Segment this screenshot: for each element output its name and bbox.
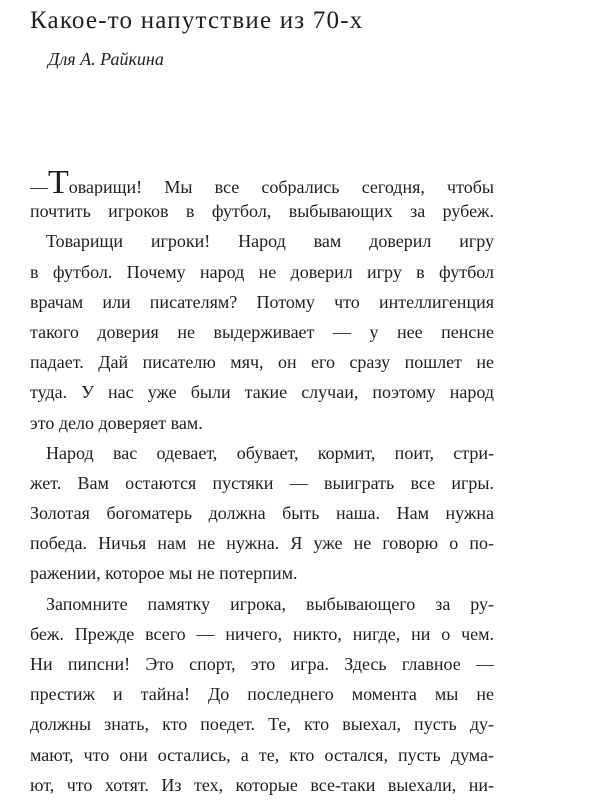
text-line: жет. Вам остаются пустяки — выиграть все игры. (30, 472, 494, 493)
text-line: должны знать, кто поедет. Те, кто выехал, пусть ду- (30, 714, 494, 735)
text-line: Товарищи игроки! Народ вам доверил игру (46, 231, 494, 252)
text-line: Ни пипсни! Это спорт, это игра. Здесь главное — (30, 654, 494, 674)
text-line: такого доверия не выдерживает — у нее пенсне (30, 321, 494, 342)
first-line-rest: оварищи! Мы все собрались сегодня, чтобы (68, 177, 494, 197)
text-line: Золотая богоматерь должна быть наша. Нам нужна (30, 503, 494, 524)
text-line-1 (30, 166, 494, 196)
text-line: это дело доверяет вам. (30, 412, 203, 433)
text-line: победа. Ничья нам не нужна. Я уже не говорю о по- (30, 533, 494, 554)
text-line: мают, что они остались, а те, кто остался, пусть дума- (30, 744, 494, 765)
text-line: Народ вас одевает, обувает, кормит, поит, стри- (46, 442, 494, 463)
text-line: беж. Прежде всего — ничего, никто, нигде, ни о чем. (30, 623, 494, 644)
chapter-title: Какое-то напутствие из 70-х (30, 7, 364, 34)
text-line: в футбол. Почему народ не доверил игру в футбол (30, 261, 494, 282)
text-line: туда. У нас уже были такие случаи, поэтому народ (30, 382, 494, 403)
text-line: врачам или писателям? Потому что интеллигенция (30, 291, 494, 312)
opening-dash: — (30, 177, 48, 197)
dedication: Для А. Райкина (48, 49, 164, 69)
text-line: ют, что хотят. Из тех, которые все-таки выехали, ни- (30, 774, 494, 795)
text-line: ражении, которое мы не потерпим. (30, 563, 298, 584)
body-text (30, 166, 494, 800)
drop-initial: Т (48, 166, 69, 197)
text-line: падает. Дай писателю мяч, он его сразу пошлет не (30, 352, 494, 373)
text-line: Запомните памятку игрока, выбывающего за ру- (46, 593, 494, 614)
text-line: почтить игроков в футбол, выбывающих за рубеж. (30, 201, 494, 222)
text-line: престиж и тайна! До последнего момента мы не (30, 684, 494, 705)
